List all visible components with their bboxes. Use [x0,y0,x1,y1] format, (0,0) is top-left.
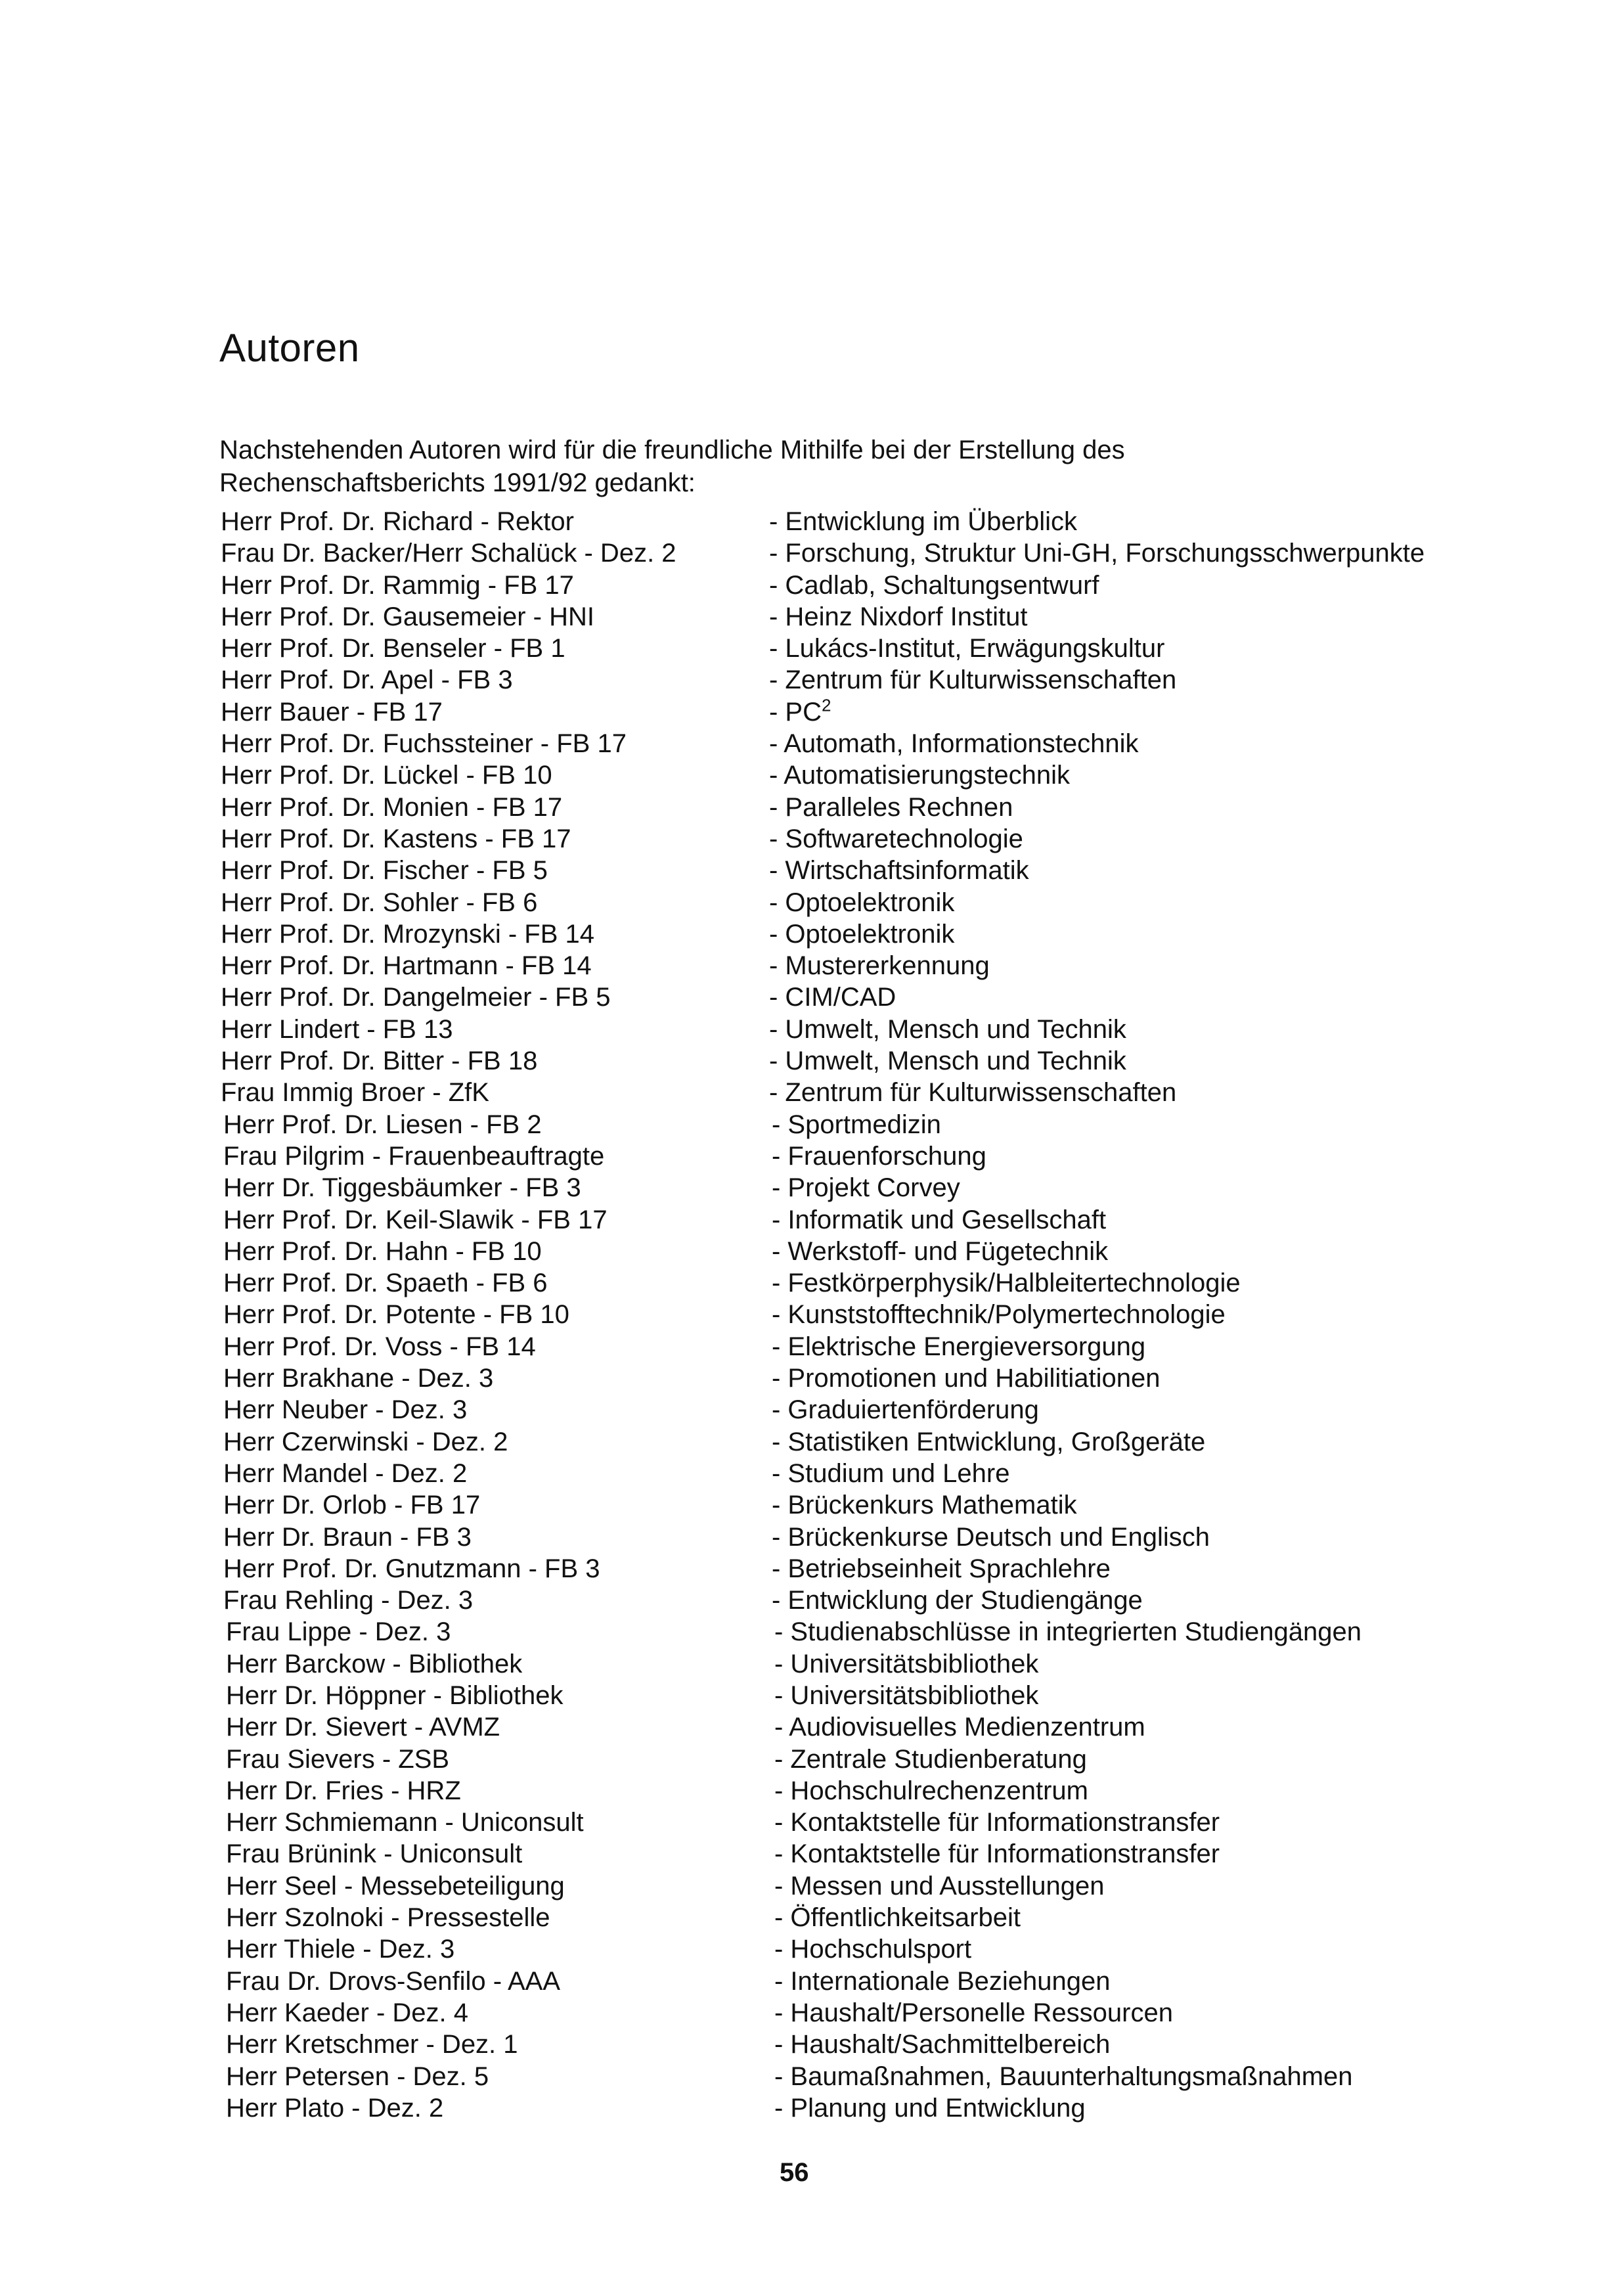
author-topic: - Kontaktstelle für Informationstransfer [774,1808,1220,1837]
page-title: Autoren [219,326,360,371]
author-row [221,1521,1495,1553]
author-row [221,1077,1495,1108]
author-name: Herr Prof. Dr. Fuchssteiner - FB 17 [221,729,627,759]
author-name: Herr Prof. Dr. Apel - FB 3 [221,665,513,695]
author-name: Herr Prof. Dr. Kastens - FB 17 [221,824,571,853]
author-name: Herr Prof. Dr. Monien - FB 17 [221,792,563,822]
author-topic: - Audiovisuelles Medienzentrum [774,1713,1145,1742]
author-row [221,855,1495,886]
author-name: Herr Prof. Dr. Lückel - FB 10 [221,761,552,790]
author-name: Frau Pilgrim - Frauenbeauftragte [223,1141,605,1171]
author-topic: - CIM/CAD [769,983,896,1012]
author-topic: - Brückenkurse Deutsch und Englisch [772,1522,1210,1552]
author-topic: - Messen und Ausstellungen [774,1871,1105,1901]
author-topic: - Mustererkennung [769,951,990,981]
author-row [221,570,1495,601]
author-row [221,1966,1495,1997]
author-topic: - Studienabschlüsse in integrierten Studiengängen [774,1617,1361,1647]
author-name: Herr Mandel - Dez. 2 [223,1458,468,1488]
author-row [221,696,1495,728]
author-topic: - Studium und Lehre [772,1458,1010,1488]
author-name: Herr Bauer - FB 17 [221,697,443,727]
author-topic: - Graduiertenförderung [772,1395,1039,1425]
author-row [221,887,1495,918]
author-name: Frau Sievers - ZSB [226,1744,450,1774]
author-name: Frau Dr. Backer/Herr Schalück - Dez. 2 [221,539,676,568]
author-row [221,1236,1495,1267]
author-row [221,1331,1495,1362]
author-topic: - $PC^2$ [769,695,831,727]
author-topic: - Baumaßnahmen, Bauunterhaltungsmaßnahmen [774,2061,1353,2091]
author-topic: - Projekt Corvey [772,1173,960,1203]
author-topic: - Universitätsbibliothek [774,1649,1039,1678]
author-row [221,981,1495,1013]
author-row [221,2092,1495,2124]
author-row [221,1458,1495,1489]
author-name: Herr Dr. Höppner - Bibliothek [226,1680,564,1710]
author-topic: - Werkstoff- und Fügetechnik [772,1236,1109,1266]
author-name: Herr Szolnoki - Pressestelle [226,1903,550,1933]
author-row [221,1553,1495,1585]
author-name: Frau Lippe - Dez. 3 [226,1617,451,1647]
author-name: Herr Dr. Fries - HRZ [226,1776,461,1805]
topic-superscript: 2 [822,695,831,715]
author-name: Herr Dr. Sievert - AVMZ [226,1713,500,1742]
author-name: Herr Kretschmer - Dez. 1 [226,2030,518,2060]
author-row [221,2029,1495,2060]
author-topic: - Zentrum für Kulturwissenschaften [769,665,1177,695]
author-topic: - Frauenforschung [772,1141,986,1171]
author-topic: - Planung und Entwicklung [774,2093,1086,2123]
author-row [221,1362,1495,1394]
author-row [221,950,1495,981]
author-name: Herr Prof. Dr. Keil-Slawik - FB 17 [223,1205,608,1234]
author-row [221,792,1495,823]
author-row [221,1426,1495,1458]
author-name: Herr Prof. Dr. Benseler - FB 1 [221,634,565,664]
author-topic: - Zentrale Studienberatung [774,1744,1087,1774]
author-row [221,1680,1495,1711]
author-topic: - Kunststofftechnik/Polymertechnologie [772,1300,1226,1330]
author-name: Herr Prof. Dr. Dangelmeier - FB 5 [221,983,611,1012]
author-name: Herr Prof. Dr. Rammig - FB 17 [221,570,574,600]
author-name: Herr Lindert - FB 13 [221,1014,453,1044]
author-topic: - Forschung, Struktur Uni-GH, Forschungsschwerpunkte [769,539,1425,568]
author-row [221,1870,1495,1902]
author-row [221,1172,1495,1204]
author-name: Herr Prof. Dr. Hahn - FB 10 [223,1236,542,1266]
author-row [221,1585,1495,1616]
author-name: Frau Rehling - Dez. 3 [223,1586,474,1615]
author-name: Herr Prof. Dr. Bitter - FB 18 [221,1047,538,1076]
author-topic: - Brückenkurs Mathematik [772,1491,1077,1520]
author-name: Herr Plato - Dez. 2 [226,2093,444,2123]
author-name: Herr Prof. Dr. Voss - FB 14 [223,1332,536,1361]
author-topic: - Heinz Nixdorf Institut [769,602,1028,631]
author-row [221,1997,1495,2029]
author-row [221,1744,1495,1775]
author-topic: - Öffentlichkeitsarbeit [774,1903,1021,1933]
author-name: Herr Prof. Dr. Gausemeier - HNI [221,602,595,631]
author-row [221,759,1495,791]
author-name: Herr Prof. Dr. Liesen - FB 2 [223,1110,542,1139]
author-row [221,1807,1495,1838]
author-name: Herr Seel - Messebeteiligung [226,1871,565,1901]
author-row [221,1109,1495,1140]
author-row [221,506,1495,537]
author-topic: - Entwicklung im Überblick [769,507,1078,536]
author-name: Herr Dr. Orlob - FB 17 [223,1491,481,1520]
author-topic: - Softwaretechnologie [769,824,1023,853]
author-topic: - Informatik und Gesellschaft [772,1205,1107,1234]
author-topic: - Hochschulrechenzentrum [774,1776,1088,1805]
author-topic: - Optoelektronik [769,919,955,949]
author-name: Herr Schmiemann - Uniconsult [226,1808,584,1837]
author-name: Herr Dr. Braun - FB 3 [223,1522,472,1552]
author-topic: - Wirtschaftsinformatik [769,856,1029,886]
author-name: Herr Prof. Dr. Mrozynski - FB 14 [221,919,594,949]
author-row [221,728,1495,759]
author-row [221,1902,1495,1933]
author-topic: - Sportmedizin [772,1110,941,1139]
author-name: Frau Immig Broer - ZfK [221,1078,489,1108]
author-topic: - Kontaktstelle für Informationstransfer [774,1839,1220,1869]
author-topic: - Lukács-Institut, Erwägungskultur [769,634,1165,664]
author-topic: - Elektrische Energieversorgung [772,1332,1146,1361]
author-row [221,664,1495,696]
page-number: 56 [780,2158,809,2187]
author-name: Herr Barckow - Bibliothek [226,1649,523,1678]
author-row [221,601,1495,633]
author-topic: - Zentrum für Kulturwissenschaften [769,1078,1177,1108]
author-name: Herr Prof. Dr. Fischer - FB 5 [221,856,548,886]
author-topic: - Haushalt/Sachmittelbereich [774,2030,1111,2060]
author-row [221,1394,1495,1426]
author-row [221,633,1495,664]
author-name: Herr Prof. Dr. Spaeth - FB 6 [223,1269,548,1298]
author-topic: - Haushalt/Personelle Ressourcen [774,1998,1173,2027]
author-row [221,537,1495,569]
author-topic: - Internationale Beziehungen [774,1966,1111,1996]
author-topic: - Umwelt, Mensch und Technik [769,1047,1126,1076]
author-name: Herr Kaeder - Dez. 4 [226,1998,469,2027]
author-name: Herr Prof. Dr. Potente - FB 10 [223,1300,569,1330]
intro-paragraph: Nachstehenden Autoren wird für die freundliche Mithilfe bei der Erstellung des Rechenschaftsberichts 1991/92 gedankt: [219,436,1125,497]
author-list [221,506,1495,2124]
author-name: Herr Prof. Dr. Sohler - FB 6 [221,888,538,917]
author-name: Herr Prof. Dr. Gnutzmann - FB 3 [223,1554,600,1583]
author-row [221,1838,1495,1870]
author-name: Frau Brünink - Uniconsult [226,1839,523,1869]
author-row [221,1014,1495,1045]
author-name: Herr Thiele - Dez. 3 [226,1935,455,1964]
author-topic: - Paralleles Rechnen [769,792,1013,822]
author-row [221,1267,1495,1299]
author-topic: - Betriebseinheit Sprachlehre [772,1554,1111,1583]
author-topic: - Umwelt, Mensch und Technik [769,1014,1126,1044]
author-topic: - Entwicklung der Studiengänge [772,1586,1143,1615]
author-row [221,823,1495,855]
author-name: Herr Czerwinski - Dez. 2 [223,1427,508,1456]
author-row [221,1299,1495,1330]
author-topic: - Automatisierungstechnik [769,761,1071,790]
author-row [221,1140,1495,1172]
author-name: Herr Dr. Tiggesbäumker - FB 3 [223,1173,581,1203]
author-row [221,918,1495,950]
author-name: Herr Neuber - Dez. 3 [223,1395,468,1425]
author-topic: - Statistiken Entwicklung, Großgeräte [772,1427,1206,1456]
author-topic: - Optoelektronik [769,888,955,917]
author-row [221,1489,1495,1521]
author-topic: - Hochschulsport [774,1935,972,1964]
author-row [221,1775,1495,1807]
author-name: Herr Petersen - Dez. 5 [226,2061,489,2091]
author-name: Herr Brakhane - Dez. 3 [223,1364,494,1393]
author-row [221,1045,1495,1077]
author-topic: - Universitätsbibliothek [774,1680,1039,1710]
author-row [221,2061,1495,2092]
author-row [221,1933,1495,1965]
author-topic: - Promotionen und Habilitiationen [772,1364,1161,1393]
author-row [221,1616,1495,1648]
author-name: Herr Prof. Dr. Hartmann - FB 14 [221,951,592,981]
author-topic: - Cadlab, Schaltungsentwurf [769,570,1099,600]
author-topic: - Automath, Informationstechnik [769,729,1139,759]
author-row [221,1648,1495,1680]
author-name: Herr Prof. Dr. Richard - Rektor [221,507,574,536]
author-row [221,1204,1495,1236]
author-topic: - Festkörperphysik/Halbleitertechnologie [772,1269,1241,1298]
author-name: Frau Dr. Drovs-Senfilo - AAA [226,1966,561,1996]
author-row [221,1711,1495,1743]
